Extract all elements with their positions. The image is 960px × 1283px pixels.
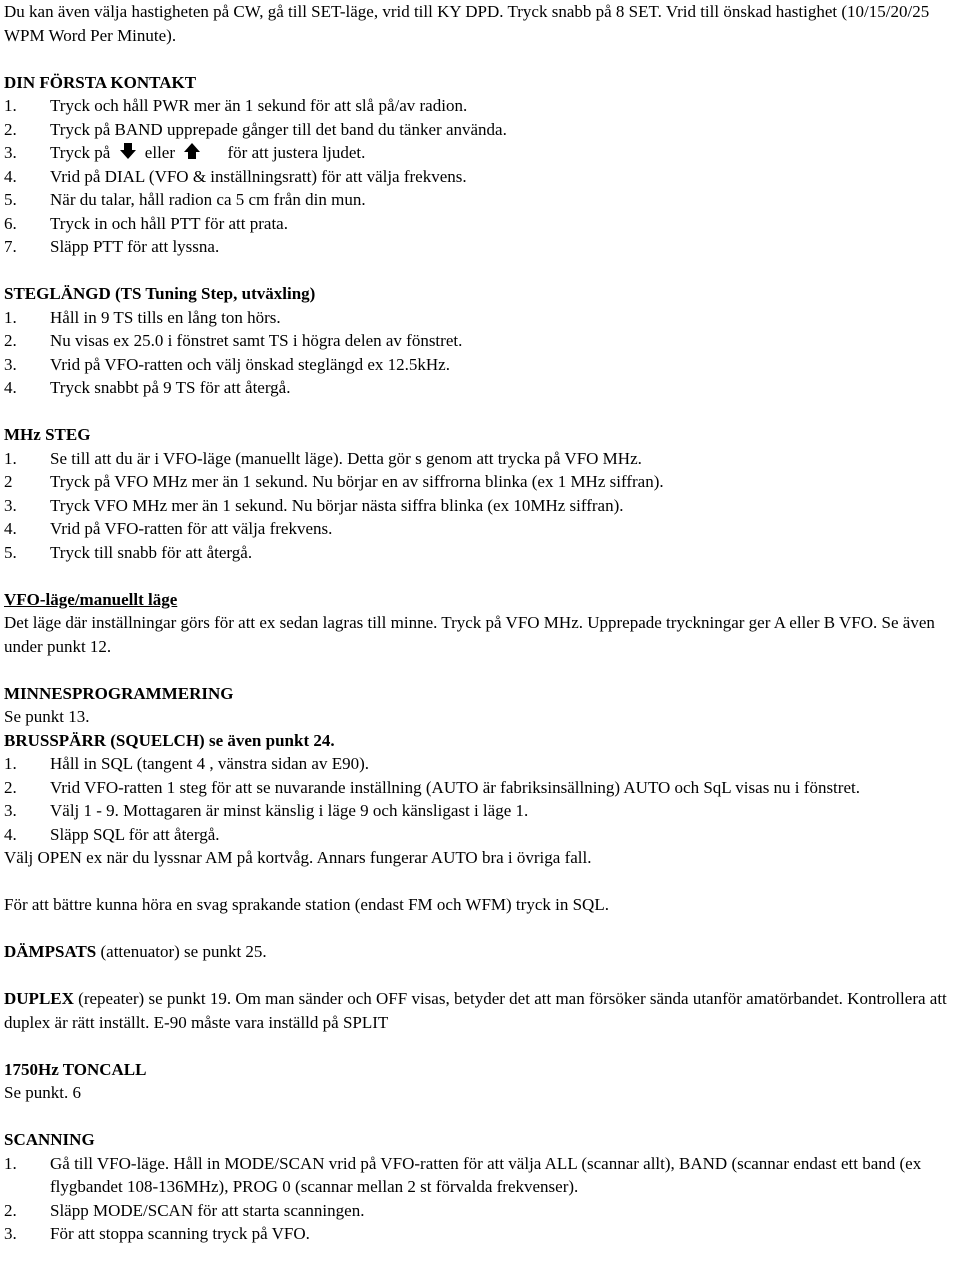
- duplex-paragraph: DUPLEX (repeater) se punkt 19. Om man sänder och OFF visas, betyder det att man försöker sända utanför amatörbandet. Kontrollera att duplex är rätt inställt. E-90 måste vara inställd på SPLIT: [4, 989, 947, 1032]
- memory-text: Se punkt 13.: [4, 707, 90, 726]
- list-item: 4. Vrid på DIAL (VFO & inställningsratt) för att välja frekvens.: [4, 166, 467, 186]
- document-page: [4, 0, 956, 1246]
- list-item: 3. Tryck på eller för att justera ljudet.: [4, 143, 366, 162]
- list-item: 2 Tryck på VFO MHz mer än 1 sekund. Nu börjar en av siffrorna blinka (ex 1 MHz siffran).: [4, 472, 664, 491]
- mhz-heading: MHz STEG: [4, 425, 91, 444]
- list-item: 1. Gå till VFO-läge. Håll in MODE/SCAN vrid på VFO-ratten för att välja ALL (scannar allt), BAND (scannar endast ett band (ex flygbandet 108-136MHz), PROG 0 (scannar mellan 2 st förvalda frekvenser).: [4, 1153, 922, 1196]
- vfo-heading: VFO-läge/manuellt läge: [4, 589, 178, 609]
- list-item: 3. Tryck VFO MHz mer än 1 sekund. Nu börjar nästa siffra blinka (ex 10MHz siffran).: [4, 495, 624, 515]
- list-item: 5. Tryck till snabb för att återgå.: [4, 542, 253, 562]
- first-contact-heading: DIN FÖRSTA KONTAKT: [4, 72, 197, 92]
- attenuator-paragraph: DÄMPSATS (attenuator) se punkt 25.: [4, 942, 267, 961]
- list-item: 1. Se till att du är i VFO-läge (manuellt läge). Detta gör s genom att trycka på VFO MHz.: [4, 448, 642, 468]
- first-contact-list: [4, 94, 956, 259]
- vfo-paragraph: Det läge där inställningar görs för att ex sedan lagras till minne. Tryck på VFO MHz. Upprepade tryckningar ger A eller B VFO. Se även under punkt 12.: [4, 613, 935, 656]
- memory-heading: MINNESPROGRAMMERING: [4, 683, 234, 703]
- scanning-list: [4, 1152, 956, 1246]
- list-item: 2. Nu visas ex 25.0 i fönstret samt TS i högra delen av fönstret.: [4, 331, 463, 350]
- list-item: 3. För att stoppa scanning tryck på VFO.: [4, 1224, 310, 1243]
- list-item: 2. Släpp MODE/SCAN för att starta scanningen.: [4, 1200, 365, 1220]
- arrow-down-icon: [119, 142, 137, 160]
- list-item: 4. Vrid på VFO-ratten för att välja frekvens.: [4, 519, 333, 538]
- toncall-heading: 1750Hz TONCALL: [4, 1059, 147, 1079]
- mhz-list: [4, 447, 956, 565]
- squelch-heading: BRUSSPÄRR (SQUELCH) se även punkt 24.: [4, 730, 335, 750]
- list-item: 1. Håll in 9 TS tills en lång ton hörs.: [4, 307, 281, 327]
- squelch-note-open: Välj OPEN ex när du lyssnar AM på kortvåg. Annars fungerar AUTO bra i övriga fall.: [4, 848, 592, 867]
- list-item: 5. När du talar, håll radion ca 5 cm från din mun.: [4, 190, 366, 209]
- list-item: 4. Tryck snabbt på 9 TS för att återgå.: [4, 378, 291, 397]
- list-item: 3. Vrid på VFO-ratten och välj önskad steglängd ex 12.5kHz.: [4, 354, 450, 374]
- toncall-text: Se punkt. 6: [4, 1083, 81, 1102]
- list-item: 4. Släpp SQL för att återgå.: [4, 824, 220, 844]
- scanning-heading: SCANNING: [4, 1130, 95, 1149]
- attenuator-label: DÄMPSATS: [4, 942, 97, 961]
- arrow-up-icon: [183, 142, 201, 160]
- list-item: 2. Tryck på BAND upprepade gånger till det band du tänker använda.: [4, 119, 507, 139]
- list-item: 1. Håll in SQL (tangent 4 , vänstra sidan av E90).: [4, 754, 369, 773]
- squelch-note-weak-station: För att bättre kunna höra en svag sprakande station (endast FM och WFM) tryck in SQL.: [4, 895, 609, 914]
- step-heading: STEGLÄNGD (TS Tuning Step, utväxling): [4, 284, 316, 303]
- list-item: 7. Släpp PTT för att lyssna.: [4, 237, 220, 256]
- intro-paragraph: Du kan även välja hastigheten på CW, gå till SET-läge, vrid till KY DPD. Tryck snabb på 8 SET. Vrid till önskad hastighet (10/15/20/25 WPM Word Per Minute).: [4, 2, 930, 45]
- list-item: 6. Tryck in och håll PTT för att prata.: [4, 213, 288, 233]
- step-list: [4, 306, 956, 400]
- list-item: 3. Välj 1 - 9. Mottagaren är minst känslig i läge 9 och känsligast i läge 1.: [4, 801, 529, 820]
- list-item: 1. Tryck och håll PWR mer än 1 sekund för att slå på/av radion.: [4, 96, 468, 115]
- squelch-list: [4, 752, 956, 846]
- list-item: 2. Vrid VFO-ratten 1 steg för att se nuvarande inställning (AUTO är fabriksinsällning) AUTO och SqL visas nu i fönstret.: [4, 777, 860, 797]
- duplex-label: DUPLEX: [4, 989, 74, 1008]
